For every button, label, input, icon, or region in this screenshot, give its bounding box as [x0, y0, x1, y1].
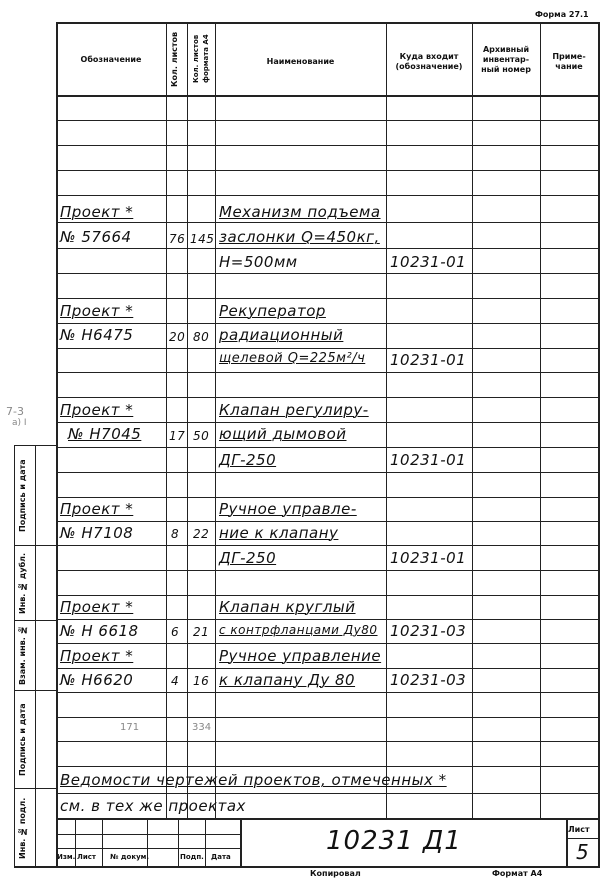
margin-pencil-note: 7-3 — [6, 405, 24, 418]
entry-name-line: Рекуператор — [219, 302, 326, 320]
row-line — [56, 422, 598, 423]
document-code: 10231 Д1 — [326, 826, 462, 856]
side-strip-line — [14, 620, 56, 621]
header-designation: Обозначение — [80, 55, 142, 64]
entry-sheets: 8 — [171, 527, 180, 541]
row-line — [56, 323, 598, 324]
entry-name-line: ние к клапану — [219, 524, 339, 542]
header-included-in — [388, 52, 470, 72]
tb-col-signature: Подп. — [180, 853, 204, 861]
entry-included-in: 10231-01 — [390, 451, 467, 469]
col-divider-1 — [166, 22, 167, 819]
copied-label: Копировал — [310, 869, 361, 878]
header-archive-line1: Архивный — [482, 45, 530, 54]
row-line — [56, 643, 598, 644]
row-line — [56, 793, 598, 794]
tb-line — [102, 818, 103, 866]
row-line — [56, 766, 598, 767]
header-note — [542, 52, 596, 72]
side-label-sign-date: Подпись и дата — [18, 459, 27, 532]
col-divider-6 — [540, 22, 541, 819]
header-archive-line2: инвентар- — [482, 55, 530, 64]
entry-designation-number: № 57664 — [60, 228, 132, 246]
entry-sheets: 6 — [171, 625, 180, 639]
entry-sheets: 20 — [169, 330, 186, 344]
row-line — [56, 497, 598, 498]
row-line — [56, 570, 598, 571]
entry-designation-number: № H6620 — [60, 671, 134, 689]
header-format-a4: Кол. листов формата А4 — [192, 34, 210, 84]
tb-line — [566, 838, 598, 839]
entry-name-line: ДГ-250 — [219, 549, 277, 567]
side-strip-line — [14, 445, 56, 446]
entry-included-in: 10231-01 — [390, 253, 467, 271]
row-line — [56, 372, 598, 373]
entry-a4-sheets: 16 — [193, 674, 210, 688]
side-label-inv-swap: Взам. инв. № — [18, 625, 27, 686]
tb-line — [178, 818, 179, 866]
tb-col-date: Дата — [211, 853, 231, 861]
entry-designation-number: № H7045 — [68, 425, 142, 443]
entry-designation: Проект * — [60, 647, 134, 665]
row-line — [56, 717, 598, 718]
col-divider-3 — [215, 22, 216, 819]
frame-top — [56, 22, 598, 24]
row-line — [56, 472, 598, 473]
entry-sheets: 17 — [169, 429, 186, 443]
tb-sheet-label: Лист — [568, 825, 590, 834]
entry-sheets: 76 — [169, 232, 186, 246]
row-line — [56, 741, 598, 742]
entry-name-line: заслонки Q=450кг, — [219, 228, 380, 246]
entry-name-line: Клапан круглый — [219, 598, 356, 616]
pencil-mark: 334 — [192, 722, 212, 733]
entry-designation: Проект * — [60, 401, 134, 419]
tb-line — [240, 818, 242, 866]
row-line — [56, 222, 598, 223]
row-line — [56, 195, 598, 196]
entry-a4-sheets: 50 — [193, 429, 210, 443]
tb-col-change: Изм. — [57, 853, 76, 861]
row-line — [56, 170, 598, 171]
header-included-in-line2: (обозначение) — [395, 62, 463, 71]
tb-line — [56, 848, 240, 849]
side-label-sign-date-2: Подпись и дата — [18, 703, 27, 776]
entry-name-line: Механизм подъема — [219, 203, 381, 221]
row-line — [56, 619, 598, 620]
form-label: Форма 27.1 — [535, 10, 589, 19]
row-line — [56, 248, 598, 249]
header-name: Наименование — [266, 57, 335, 66]
entry-a4-sheets: 80 — [193, 330, 210, 344]
col-divider-5 — [472, 22, 473, 819]
entry-name-line: Ручное управление — [219, 647, 382, 665]
header-archive-no — [474, 45, 538, 75]
tb-line — [56, 834, 240, 835]
row-line — [56, 145, 598, 146]
footnote-line-2: см. в тех же проектах — [60, 797, 246, 815]
tb-col-sheet: Лист — [77, 853, 96, 861]
tb-line — [205, 818, 206, 866]
col-divider-2 — [187, 22, 188, 819]
header-sheet-count: Кол. листов — [170, 31, 179, 87]
entry-included-in: 10231-03 — [390, 622, 467, 640]
row-line — [56, 668, 598, 669]
entry-name-line: ющий дымовой — [219, 425, 347, 443]
entry-name-line: щелевой Q=225м²/ч — [219, 351, 366, 366]
side-strip-line — [14, 690, 56, 691]
side-strip-inner — [35, 445, 36, 867]
header-bottom — [56, 95, 598, 97]
entry-name-line: Ручное управле- — [219, 500, 357, 518]
row-line — [56, 521, 598, 522]
side-label-orig-no: Инв. № подл. — [18, 797, 27, 859]
entry-name-line: радиационный — [219, 326, 344, 344]
row-line — [56, 298, 598, 299]
row-line — [56, 348, 598, 349]
header-note-line1: Приме- — [552, 52, 586, 61]
format-label: Формат А4 — [492, 869, 543, 878]
frame-right — [598, 22, 600, 868]
entry-included-in: 10231-01 — [390, 549, 467, 567]
side-strip-line — [14, 545, 56, 546]
entry-designation-number: № H 6618 — [60, 622, 139, 640]
entry-designation-number: № H7108 — [60, 524, 134, 542]
tb-sheet-number: 5 — [576, 840, 590, 864]
row-line — [56, 273, 598, 274]
side-strip-line — [14, 788, 56, 789]
side-strip-outer — [14, 445, 15, 867]
side-label-dup-no: Инв. № дубл. — [18, 552, 27, 614]
entry-name-line: с контрфланцами Ду80 — [219, 623, 378, 637]
entry-a4-sheets: 22 — [193, 527, 210, 541]
entry-name-line: к клапану Ду 80 — [219, 671, 356, 689]
entry-name-line: H=500мм — [219, 253, 298, 271]
row-line — [56, 545, 598, 546]
entry-designation-number: № H6475 — [60, 326, 134, 344]
row-line — [56, 692, 598, 693]
frame-bottom — [14, 866, 600, 868]
tb-col-doc-no: № докум. — [110, 853, 150, 861]
pencil-mark: 171 — [120, 722, 140, 733]
entry-name-line: ДГ-250 — [219, 451, 277, 469]
header-archive-line3: ный номер — [481, 65, 531, 74]
margin-pencil-note: а) I — [12, 418, 27, 428]
col-divider-4 — [386, 22, 387, 819]
row-line — [56, 120, 598, 121]
row-line — [56, 595, 598, 596]
entry-name-line: Клапан регулиру- — [219, 401, 369, 419]
header-included-in-line1: Куда входит — [399, 52, 459, 61]
entry-included-in: 10231-03 — [390, 671, 467, 689]
row-line — [56, 397, 598, 398]
table-bottom — [56, 818, 598, 820]
entry-a4-sheets: 145 — [190, 232, 215, 246]
entry-designation: Проект * — [60, 598, 134, 616]
entry-included-in: 10231-01 — [390, 351, 467, 369]
footnote-line-1: Ведомости чертежей проектов, отмеченных * — [60, 771, 447, 789]
entry-designation: Проект * — [60, 500, 134, 518]
entry-a4-sheets: 21 — [193, 625, 210, 639]
header-note-line2: чание — [555, 62, 583, 71]
row-line — [56, 447, 598, 448]
entry-designation: Проект * — [60, 302, 134, 320]
entry-sheets: 4 — [171, 674, 180, 688]
entry-designation: Проект * — [60, 203, 134, 221]
